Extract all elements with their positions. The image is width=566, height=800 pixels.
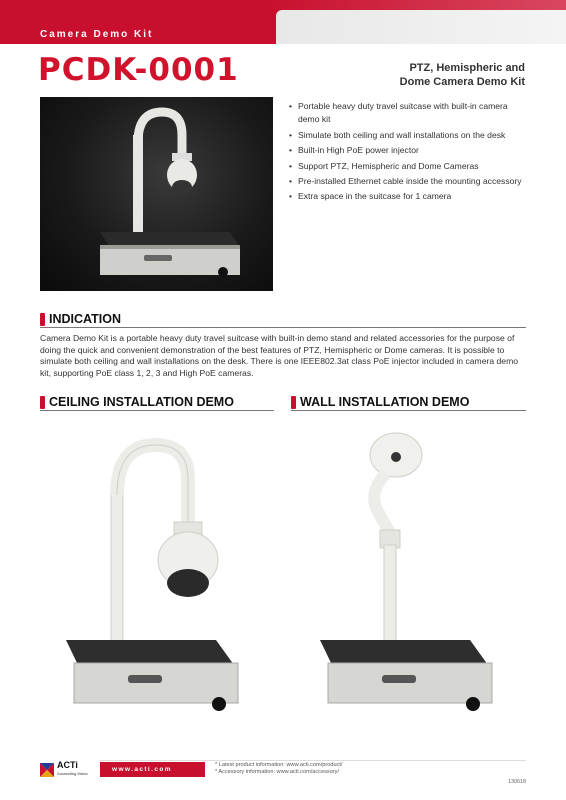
wall-heading-text: WALL INSTALLATION DEMO <box>300 395 470 409</box>
section-marker <box>291 396 296 409</box>
header-band-tab <box>276 10 566 44</box>
subtitle-line-2: Dome Camera Demo Kit <box>399 76 525 88</box>
feature-item: • Built-in High PoE power injector <box>289 144 529 157</box>
logo-wordmark <box>57 761 88 779</box>
wall-demo-illustration <box>310 425 502 725</box>
product-subtitle <box>400 61 525 89</box>
wall-demo-photo <box>310 425 502 725</box>
wall-heading <box>291 395 526 411</box>
product-info-link[interactable]: * Latest product information: www.acti.com/product/ <box>215 762 343 768</box>
acti-logo-icon <box>40 763 54 777</box>
subtitle-line-1: PTZ, Hemispheric and <box>409 62 525 74</box>
demo-kit-illustration <box>40 97 273 291</box>
logo-tagline: Connecting Vision <box>57 772 88 776</box>
ceiling-demo-illustration <box>56 425 248 725</box>
section-marker <box>40 313 45 326</box>
website-link[interactable]: www.acti.com <box>100 762 205 777</box>
model-number: PCDK-0001 <box>38 52 239 88</box>
feature-list <box>289 100 529 206</box>
kit-label: Camera Demo Kit <box>40 29 154 40</box>
document-code: 130618 <box>508 779 526 785</box>
feature-item: • Pre-installed Ethernet cable inside the mounting accessory <box>289 175 529 188</box>
footer-info <box>215 762 342 776</box>
header-band-gradient <box>266 0 566 10</box>
indication-heading-text: INDICATION <box>49 312 121 326</box>
feature-item: • Simulate both ceiling and wall installations on the desk <box>289 129 529 142</box>
indication-heading <box>40 312 526 328</box>
indication-paragraph: Camera Demo Kit is a portable heavy duty travel suitcase with built-in demo stand and related accessories for the purpose of doing the quick and convenient demonstration of the best features of PTZ, Hemispheric or Dome cameras. It is possible to simulate both ceiling and wall installations on the desk. There is one IEEE802.3at class PoE injector included in camera demo kit, supporting PoE class 1, 2, 3 and High PoE cameras. <box>40 333 519 378</box>
feature-item: • Portable heavy duty travel suitcase with built-in camera demo kit <box>289 100 529 127</box>
ceiling-heading-text: CEILING INSTALLATION DEMO <box>49 395 234 409</box>
accessory-info-link[interactable]: * Accessory information: www.acti.com/accessory/ <box>215 769 340 775</box>
feature-item: • Support PTZ, Hemispheric and Dome Cameras <box>289 160 529 173</box>
section-marker <box>40 396 45 409</box>
footer-divider <box>100 760 526 761</box>
ceiling-heading <box>40 395 274 411</box>
feature-item: • Extra space in the suitcase for 1 camera <box>289 190 529 203</box>
ceiling-demo-photo <box>56 425 248 725</box>
hero-product-photo <box>40 97 273 291</box>
acti-logo <box>40 760 92 780</box>
logo-name: ACTi <box>57 760 78 770</box>
